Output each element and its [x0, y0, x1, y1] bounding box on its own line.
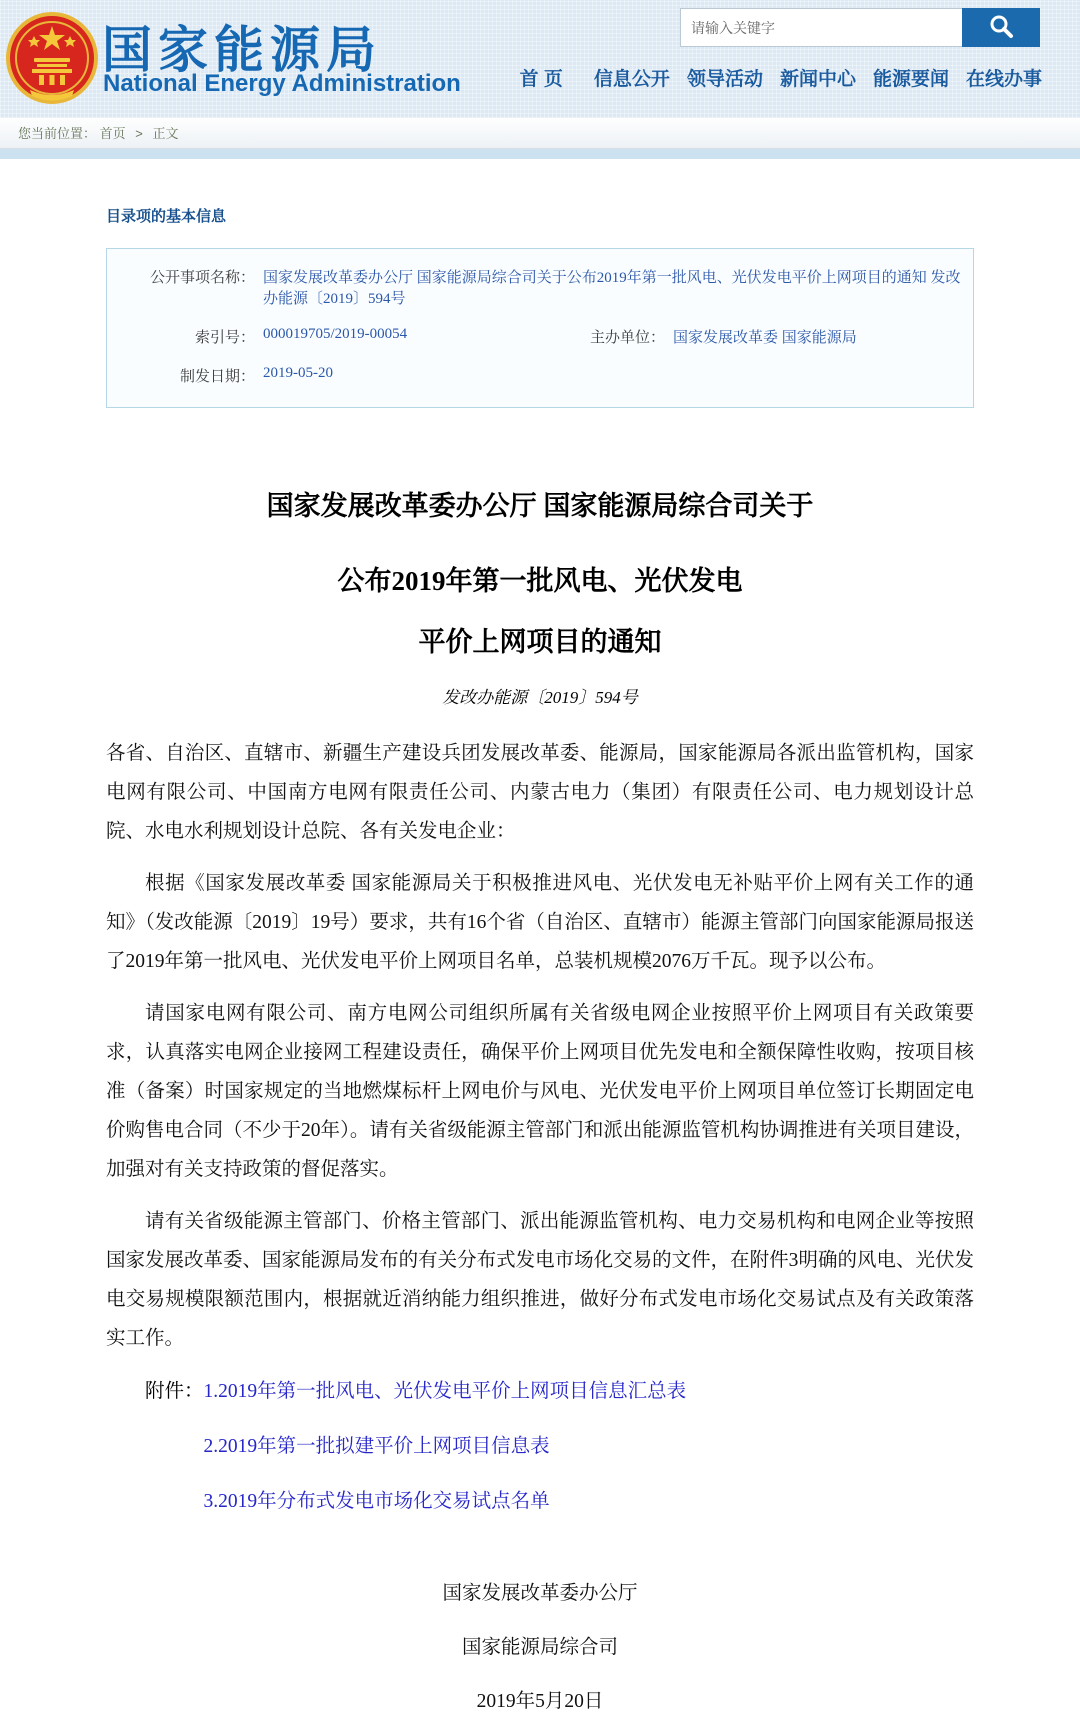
- document-body: [106, 734, 974, 1358]
- document-title-line-3: 平价上网项目的通知: [418, 627, 662, 657]
- attachment-link-2[interactable]: 2.2019年第一批拟建平价上网项目信息表: [203, 1436, 550, 1457]
- nav-item-news-center[interactable]: 新闻中心: [779, 69, 856, 90]
- paragraph-market-trading: 请有关省级能源主管部门、价格主管部门、派出能源监管机构、电力交易机构和电网企业等按照国家发展改革委、国家能源局发布的有关分布式发电市场化交易的文件，在附件3明确的风电、光伏发电交易规模限额范围内，根据就近消纳能力组织推进，做好分布式发电市场化交易试点及有关政策落实工作。: [106, 1211, 974, 1349]
- site-subtitle: National Energy Administration: [103, 70, 461, 97]
- nav-item-home[interactable]: 首 页: [519, 69, 563, 90]
- paragraph-basis: 根据《国家发展改革委 国家能源局关于积极推进风电、光伏发电无补贴平价上网有关工作的通知》（发改能源〔2019〕19号）要求，共有16个省（自治区、直辖市）能源主管部门向国家能源局报送了2019年第一批风电、光伏发电平价上网项目名单，总装机规模2076万千瓦。现予以公布。: [106, 873, 974, 972]
- catalog-info-box: [106, 248, 974, 408]
- header-divider-band: [0, 149, 1080, 159]
- attachments: [106, 1372, 974, 1521]
- main-nav: [520, 64, 1042, 91]
- table-row: [107, 317, 973, 356]
- national-emblem-icon: [6, 6, 98, 119]
- search-button[interactable]: [962, 8, 1040, 47]
- paragraph-grid-requirements: 请国家电网有限公司、南方电网公司组织所属有关省级电网企业按照平价上网项目有关政策要求，认真落实电网企业接网工程建设责任，确保平价上网项目优先发电和全额保障性收购，按项目核准（备案）时国家规定的当地燃煤标杆上网电价与风电、光伏发电平价上网项目单位签订长期固定电价购售电合同（不少于20年）。请有关省级能源主管部门和派出能源监管机构协调推进有关项目建设，加强对有关支持政策的督促落实。: [106, 1003, 974, 1180]
- attachment-link-3[interactable]: 3.2019年分布式发电市场化交易试点名单: [203, 1491, 550, 1512]
- search-icon: [988, 13, 1014, 42]
- catalog-index-label: 索引号：: [194, 330, 255, 346]
- nav-item-online-services[interactable]: 在线办事: [965, 69, 1042, 90]
- breadcrumb: [0, 118, 1080, 149]
- nav-item-leader-activities[interactable]: 领导活动: [686, 69, 763, 90]
- attachments-label: 附件：: [145, 1381, 204, 1402]
- catalog-name-value: 国家发展改革委办公厅 国家能源局综合司关于公布2019年第一批风电、光伏发电平价上网项目的通知 发改办能源〔2019〕594号: [263, 270, 961, 307]
- document-title-line-1: 国家发展改革委办公厅 国家能源局综合司关于: [266, 491, 814, 521]
- signature-org-1: 国家发展改革委办公厅: [442, 1583, 638, 1604]
- site-header: [0, 0, 1080, 118]
- catalog-name-label: 公开事项名称：: [149, 270, 255, 286]
- attachment-link-1[interactable]: 1.2019年第一批风电、光伏发电平价上网项目信息汇总表: [203, 1381, 687, 1402]
- search-input[interactable]: [680, 8, 962, 47]
- breadcrumb-prefix: 您当前位置：: [18, 126, 97, 141]
- signature-org-2: 国家能源局综合司: [461, 1637, 618, 1658]
- breadcrumb-current: 正文: [152, 126, 179, 141]
- catalog-org-value: 国家发展改革委 国家能源局: [673, 330, 857, 346]
- signature-date: 2019年5月20日: [476, 1691, 604, 1712]
- breadcrumb-link-home[interactable]: 首页: [99, 126, 126, 141]
- table-row: [107, 257, 973, 317]
- signature-block: [106, 1577, 974, 1713]
- catalog-index-value: 000019705/2019-00054: [263, 326, 408, 342]
- main-content: [0, 205, 1080, 1713]
- search-bar: [680, 8, 1040, 47]
- document-title-line-2: 公布2019年第一批风电、光伏发电: [337, 566, 743, 596]
- site-logo[interactable]: [2, 2, 472, 116]
- table-row: [107, 356, 973, 395]
- nav-item-energy-news[interactable]: 能源要闻: [872, 69, 949, 90]
- nav-item-info-disclosure[interactable]: 信息公开: [593, 69, 670, 90]
- catalog-org-label: 主办单位：: [589, 330, 665, 346]
- document-number: 发改办能源〔2019〕594号: [442, 688, 638, 707]
- paragraph-addressees: 各省、自治区、直辖市、新疆生产建设兵团发展改革委、能源局，国家能源局各派出监管机构，国家电网有限公司、中国南方电网有限责任公司、内蒙古电力（集团）有限责任公司、电力规划设计总院、水电水利规划设计总院、各有关发电企业：: [106, 743, 974, 842]
- catalog-heading: 目录项的基本信息: [106, 208, 227, 225]
- catalog-date-label: 制发日期：: [179, 369, 255, 385]
- site-title: 国家能源局: [102, 22, 382, 78]
- breadcrumb-separator: >: [135, 126, 143, 141]
- catalog-date-value: 2019-05-20: [263, 365, 333, 381]
